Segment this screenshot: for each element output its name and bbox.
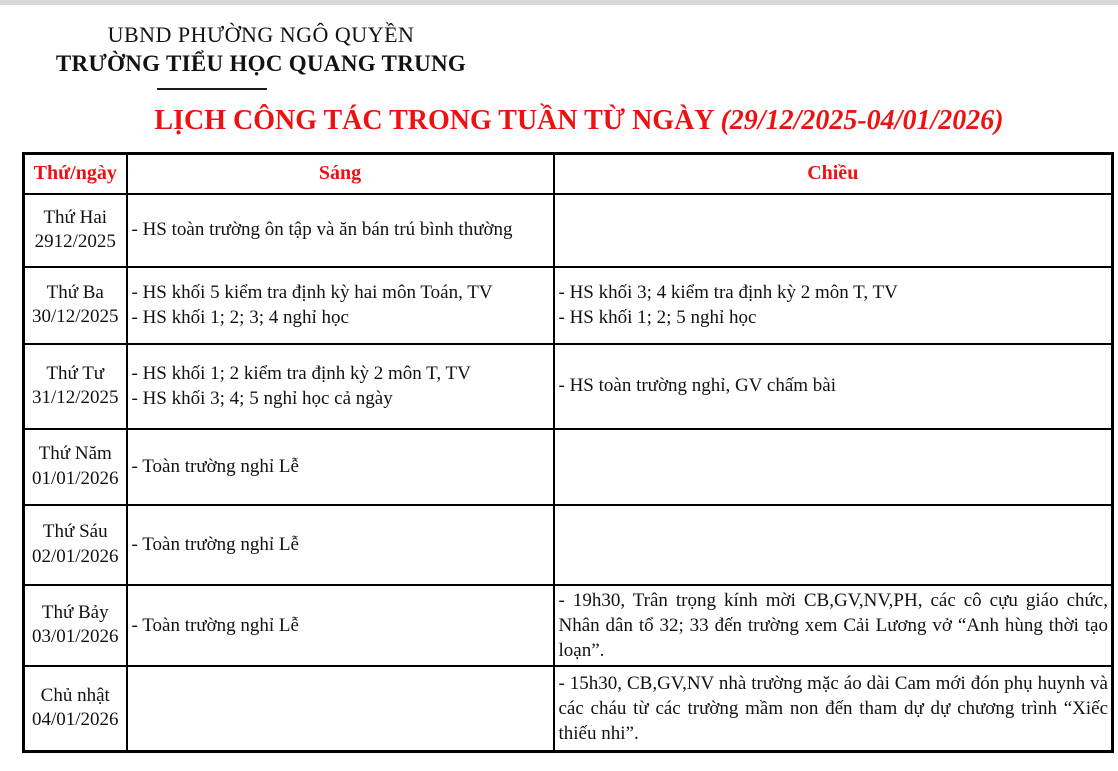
day-date: 01/01/2026 — [31, 467, 119, 489]
day-date: 31/12/2025 — [31, 387, 119, 408]
table-row — [24, 585, 1113, 666]
day-date: 02/01/2026 — [31, 545, 119, 567]
table-row — [24, 505, 1113, 585]
afternoon-cell — [554, 344, 1113, 429]
table-header-row — [24, 154, 1113, 194]
schedule-entry: - 15h30, CB,GV,NV nhà trường mặc áo dài Cam mới đón phụ huynh và các cháu từ các trường mầm non đến tham dự dự chương trình “Xiếc thiếu nhi”. — [558, 672, 1108, 745]
morning-cell — [127, 429, 554, 505]
day-name: Chủ nhật — [40, 685, 110, 707]
col-header-morning: Sáng — [127, 154, 554, 194]
schedule-entry: - HS toàn trường ôn tập và ăn bán trú bình thường — [131, 219, 513, 241]
day-cell — [24, 429, 127, 505]
table-row — [24, 267, 1113, 344]
day-cell — [24, 585, 127, 666]
title-text: LỊCH CÔNG TÁC TRONG TUẦN TỪ NGÀY — [154, 105, 721, 136]
table-row — [24, 194, 1113, 267]
morning-cell — [127, 194, 554, 267]
schedule-entry: - Toàn trường nghỉ Lễ — [131, 614, 299, 636]
school-name: TRƯỜNG TIỂU HỌC QUANG TRUNG — [55, 51, 467, 76]
col-header-day: Thứ/ngày — [24, 154, 127, 194]
title-date-range: (29/12/2025-04/01/2026) — [720, 105, 1004, 136]
afternoon-cell — [554, 429, 1113, 505]
afternoon-cell — [554, 585, 1113, 666]
schedule-entry: - HS khối 3; 4 kiểm tra định kỳ 2 môn T, TV — [558, 281, 898, 303]
day-name: Thứ Sáu — [42, 521, 108, 543]
morning-cell — [127, 267, 554, 344]
schedule-entry: - HS khối 5 kiểm tra định kỳ hai môn Toán, TV — [131, 281, 493, 303]
afternoon-cell — [554, 666, 1113, 752]
day-name: Thứ Tư — [46, 362, 105, 384]
morning-cell — [127, 666, 554, 752]
table-row — [24, 666, 1113, 752]
afternoon-cell — [554, 505, 1113, 585]
day-cell — [24, 666, 127, 752]
schedule-entry: - HS khối 1; 2; 5 nghỉ học — [558, 307, 757, 328]
day-name: Thứ Ba — [46, 281, 104, 303]
schedule-entry: - 19h30, Trân trọng kính mời CB,GV,NV,PH, các cô cựu giáo chức, Nhân dân tổ 32; 33 đến trường xem Cải Lương vở “Anh hùng thời tạo loạn”. — [558, 589, 1108, 661]
day-date: 04/01/2026 — [31, 709, 119, 731]
day-name: Thứ Bảy — [41, 601, 109, 623]
page-title — [0, 105, 1118, 137]
afternoon-cell — [554, 194, 1113, 267]
day-name: Thứ Hai — [43, 206, 108, 228]
schedule-entry: - HS khối 3; 4; 5 nghỉ học cả ngày — [131, 388, 393, 409]
morning-cell — [127, 585, 554, 666]
schedule-entry: - HS khối 1; 2 kiểm tra định kỳ 2 môn T, TV — [131, 362, 471, 384]
top-gray-bar — [0, 0, 1118, 5]
schedule-table — [22, 152, 1114, 753]
day-date: 2912/2025 — [34, 231, 116, 252]
schedule-body — [24, 194, 1113, 752]
table-row — [24, 344, 1113, 429]
day-cell — [24, 344, 127, 429]
org-name: UBND PHƯỜNG NGÔ QUYỀN — [107, 22, 415, 47]
afternoon-cell — [554, 267, 1113, 344]
schedule-entry: - Toàn trường nghỉ Lễ — [131, 533, 299, 555]
day-cell — [24, 267, 127, 344]
day-cell — [24, 194, 127, 267]
table-row — [24, 429, 1113, 505]
schedule-entry: - Toàn trường nghỉ Lễ — [131, 455, 299, 477]
day-date: 30/12/2025 — [31, 306, 119, 327]
day-name: Thứ Năm — [38, 443, 112, 465]
header-underline — [157, 88, 267, 90]
schedule-entry: - HS khối 1; 2; 3; 4 nghỉ học — [131, 307, 349, 328]
morning-cell — [127, 505, 554, 585]
morning-cell — [127, 344, 554, 429]
day-date: 03/01/2026 — [31, 626, 119, 648]
org-header — [0, 22, 522, 77]
day-cell — [24, 505, 127, 585]
col-header-afternoon: Chiều — [554, 154, 1113, 194]
schedule-entry: - HS toàn trường nghỉ, GV chấm bài — [558, 375, 837, 397]
